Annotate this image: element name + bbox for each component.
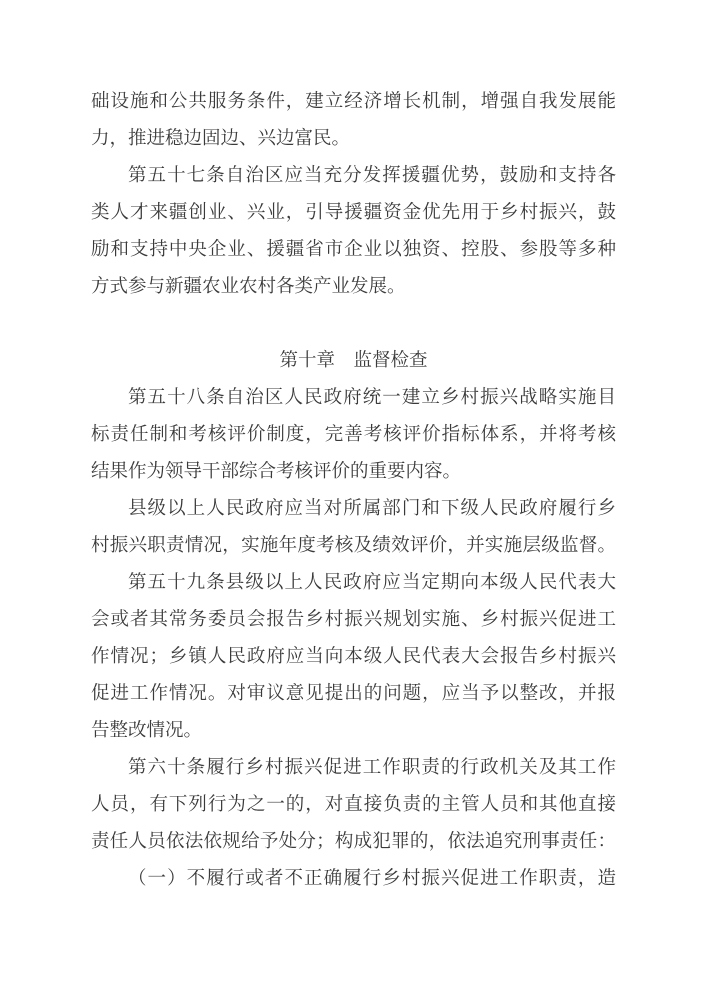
text-line: 告整改情况。 xyxy=(91,721,203,741)
text-line: 村振兴职责情况，实施年度考核及绩效评价，并实施层级监督。 xyxy=(91,536,616,556)
text-line-item-1: （一）不履行或者不正确履行乡村振兴促进工作职责，造 xyxy=(128,869,616,889)
text-line: 力，推进稳边固边、兴边富民。 xyxy=(91,129,351,149)
text-line-article-57-start: 第五十七条自治区应当充分发挥援疆优势，鼓励和支持各 xyxy=(128,166,616,186)
blank-line xyxy=(91,306,616,343)
text-line: 励和支持中央企业、援疆省市企业以独资、控股、参股等多种 xyxy=(91,240,616,260)
text-line-article-58-start: 第五十八条自治区人民政府统一建立乡村振兴战略实施目 xyxy=(128,388,616,408)
text-line: 结果作为领导干部综合考核评价的重要内容。 xyxy=(91,462,462,482)
text-line: 责任人员依法依规给予处分；构成犯罪的，依法追究刑事责任： xyxy=(91,832,616,852)
text-line: 会或者其常务委员会报告乡村振兴规划实施、乡村振兴促进工 xyxy=(91,610,616,630)
text-line-article-60-start: 第六十条履行乡村振兴促进工作职责的行政机关及其工作 xyxy=(128,758,616,778)
text-line: 方式参与新疆农业农村各类产业发展。 xyxy=(91,277,406,297)
text-line: 作情况；乡镇人民政府应当向本级人民代表大会报告乡村振兴 xyxy=(91,647,616,667)
text-line: 人员，有下列行为之一的，对直接负责的主管人员和其他直接 xyxy=(91,795,616,815)
text-line: 标责任制和考核评价制度，完善考核评价指标体系，并将考核 xyxy=(91,425,616,445)
text-line: 类人才来疆创业、兴业，引导援疆资金优先用于乡村振兴，鼓 xyxy=(91,203,616,223)
text-line: 促进工作情况。对审议意见提出的问题，应当予以整改，并报 xyxy=(91,684,616,704)
text-line: 础设施和公共服务条件，建立经济增长机制，增强自我发展能 xyxy=(91,92,616,112)
text-line-article-59-start: 第五十九条县级以上人民政府应当定期向本级人民代表大 xyxy=(128,573,616,593)
chapter-heading: 第十章 监督检查 xyxy=(279,351,428,371)
text-line: 县级以上人民政府应当对所属部门和下级人民政府履行乡 xyxy=(128,499,616,519)
